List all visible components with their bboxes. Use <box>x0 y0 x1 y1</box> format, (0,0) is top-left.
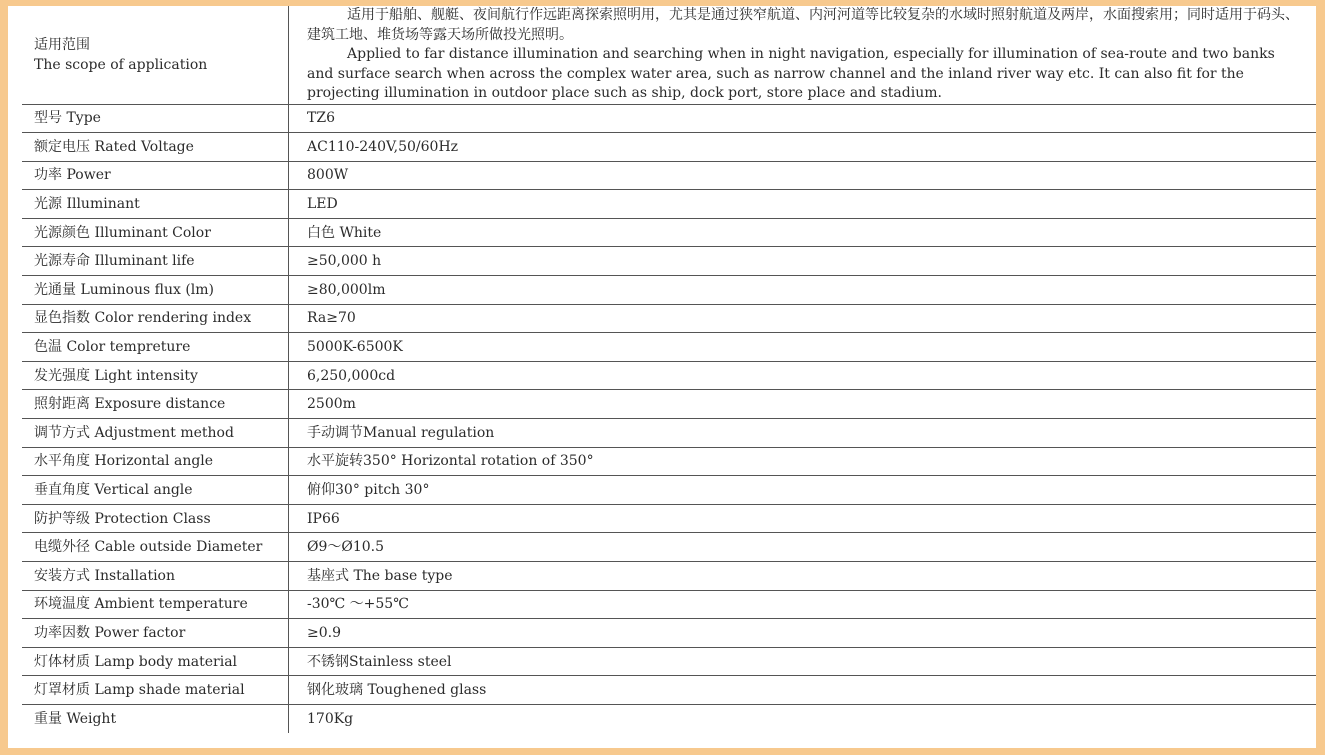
spec-label: 水平角度 Horizontal angle <box>22 447 289 476</box>
spec-row <box>22 533 1316 562</box>
spec-label: 光通量 Luminous flux (lm) <box>22 276 289 305</box>
spec-row <box>22 647 1316 676</box>
scope-row <box>22 6 1316 104</box>
spec-label: 光源寿命 Illuminant life <box>22 247 289 276</box>
spec-row <box>22 247 1316 276</box>
spec-label: 垂直角度 Vertical angle <box>22 476 289 505</box>
spec-value: ≥50,000 h <box>289 247 1317 276</box>
spec-value: 手动调节Manual regulation <box>289 419 1317 448</box>
spec-label: 显色指数 Color rendering index <box>22 304 289 333</box>
spec-row <box>22 704 1316 732</box>
spec-label: 额定电压 Rated Voltage <box>22 133 289 162</box>
spec-row <box>22 676 1316 705</box>
scope-label-cell <box>22 6 289 104</box>
spec-value: 5000K-6500K <box>289 333 1317 362</box>
spec-value: 2500m <box>289 390 1317 419</box>
spec-label: 发光强度 Light intensity <box>22 361 289 390</box>
spec-row <box>22 304 1316 333</box>
spec-value: 钢化玻璃 Toughened glass <box>289 676 1317 705</box>
spec-value: IP66 <box>289 504 1317 533</box>
spec-label: 光源 Illuminant <box>22 190 289 219</box>
spec-value: AC110-240V,50/60Hz <box>289 133 1317 162</box>
spec-value: TZ6 <box>289 104 1317 133</box>
spec-value: -30℃ ～+55℃ <box>289 590 1317 619</box>
spec-value: 6,250,000cd <box>289 361 1317 390</box>
scope-text-cn: 适用于船舶、舰艇、夜间航行作远距离探索照明用，尤其是通过狭窄航道、内河河道等比较复杂的水域时照射航道及两岸，水面搜索用；同时适用于码头、建筑工地、堆货场等露天场所做投光照明。 <box>307 7 1299 43</box>
spec-value: 不锈钢Stainless steel <box>289 647 1317 676</box>
spec-row <box>22 218 1316 247</box>
scope-text-en: Applied to far distance illumination and searching when in night navigation, especially for illumination of sea-route and two banks and surface search when across the complex water area, such as narrow channel and the inland river way etc. It can also fit for the projecting illumination in outdoor place such as ship, dock port, store place and stadium. <box>307 46 1275 101</box>
spec-row <box>22 504 1316 533</box>
spec-row <box>22 447 1316 476</box>
spec-label: 照射距离 Exposure distance <box>22 390 289 419</box>
spec-value: 基座式 The base type <box>289 562 1317 591</box>
spec-row <box>22 104 1316 133</box>
spec-table <box>22 6 1316 733</box>
spec-row <box>22 619 1316 648</box>
spec-label: 色温 Color tempreture <box>22 333 289 362</box>
spec-label: 调节方式 Adjustment method <box>22 419 289 448</box>
spec-label: 功率因数 Power factor <box>22 619 289 648</box>
spec-row <box>22 133 1316 162</box>
spec-row <box>22 590 1316 619</box>
spec-label: 型号 Type <box>22 104 289 133</box>
scope-text-cell <box>289 6 1317 104</box>
spec-label: 重量 Weight <box>22 704 289 732</box>
scope-label-cn: 适用范围 <box>34 36 90 53</box>
spec-value: 俯仰30° pitch 30° <box>289 476 1317 505</box>
spec-row <box>22 390 1316 419</box>
spec-label: 灯体材质 Lamp body material <box>22 647 289 676</box>
spec-value: 白色 White <box>289 218 1317 247</box>
spec-row <box>22 161 1316 190</box>
spec-value: 水平旋转350° Horizontal rotation of 350° <box>289 447 1317 476</box>
spec-value: ≥80,000lm <box>289 276 1317 305</box>
spec-value: Ø9～Ø10.5 <box>289 533 1317 562</box>
spec-value: 800W <box>289 161 1317 190</box>
spec-row <box>22 419 1316 448</box>
spec-value: LED <box>289 190 1317 219</box>
spec-row <box>22 333 1316 362</box>
spec-value: Ra≥70 <box>289 304 1317 333</box>
spec-label: 灯罩材质 Lamp shade material <box>22 676 289 705</box>
spec-row <box>22 276 1316 305</box>
spec-label: 防护等级 Protection Class <box>22 504 289 533</box>
spec-row <box>22 190 1316 219</box>
spec-value: ≥0.9 <box>289 619 1317 648</box>
spec-row <box>22 476 1316 505</box>
spec-value: 170Kg <box>289 704 1317 732</box>
spec-row <box>22 361 1316 390</box>
spec-label: 功率 Power <box>22 161 289 190</box>
scope-label-en: The scope of application <box>34 56 208 73</box>
spec-label: 安装方式 Installation <box>22 562 289 591</box>
spec-label: 环境温度 Ambient temperature <box>22 590 289 619</box>
spec-label: 光源颜色 Illuminant Color <box>22 218 289 247</box>
spec-label: 电缆外径 Cable outside Diameter <box>22 533 289 562</box>
spec-sheet <box>8 6 1316 748</box>
spec-row <box>22 562 1316 591</box>
